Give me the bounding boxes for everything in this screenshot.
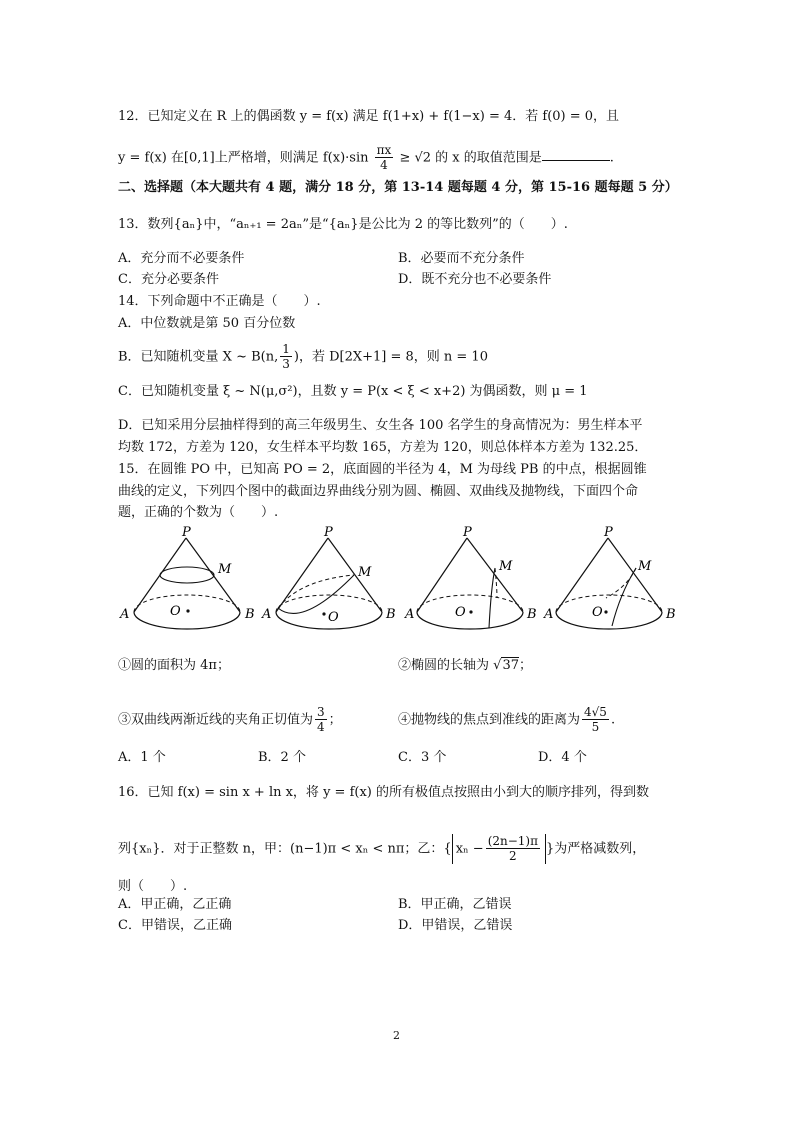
label-p: P [182,525,191,540]
base-front-arc [417,612,523,629]
q15-option-a: A．1 个 [118,750,166,765]
ellipse-front [278,575,354,613]
q15-s2-end: ； [518,658,532,673]
q13-stem: 13．数列{aₙ}中，“aₙ₊₁ = 2aₙ”是“{aₙ}是公比为 2 的等比数列”的（ ）. [118,217,568,232]
cone-figure-parabola [544,525,698,638]
q16-option-a: A．甲正确，乙正确 [118,897,232,912]
q12-end: . [609,150,614,166]
center-dot [322,612,325,615]
base-back-arc [417,595,523,612]
q15-line1: 15．在圆锥 PO 中，已知高 PO = 2，底面圆的半径为 4，M 为母线 PB 的中点，根据圆锥 [118,462,647,477]
q16-line3: 则（ ）. [118,879,188,894]
base-back-arc [556,595,662,612]
label-b: B [245,607,255,622]
label-m: M [218,562,232,577]
cone-figure-ellipse [262,525,415,638]
q14-b-frac-den: 3 [282,357,290,372]
q16-line1: 16．已知 f(x) = sin x + ln x，将 y = f(x) 的所有极值点按照由小到大的顺序排列，得到数 [118,785,649,800]
q15-option-b: B．2 个 [258,750,306,765]
q14-option-d-line2: 均数 172，方差为 120，女生样本平均数 165，方差为 120，则总体样本方差为 132.25． [118,440,648,455]
q15-s3-den: 4 [317,720,325,735]
label-o: O [455,605,466,620]
q16-text-a: 列{xₙ}．对于正整数 n，甲：(n−1)π < xₙ < nπ；乙： [118,841,444,857]
base-back-arc [134,595,240,612]
page-number: 2 [393,1029,400,1042]
q15-option-d: D．4 个 [538,750,587,765]
q15-s3-end: ； [328,712,342,728]
q16-fraction [486,834,540,864]
q15-statement-2: ②椭圆的长轴为 √37； [398,658,532,673]
label-p: P [604,525,613,540]
hyperbola-front [489,568,495,628]
q14-b-text-a: B．已知随机变量 X ~ B(n, [118,349,279,365]
label-a: A [262,607,272,622]
cone-right-edge [186,538,240,612]
center-dot [469,610,472,613]
label-o: O [170,604,181,619]
q15-s2-text: ②椭圆的长轴为 [398,658,490,673]
q15-s4-fraction [582,705,609,735]
q12-line2 [118,143,614,173]
base-front-arc [556,612,662,629]
q14-option-b [118,342,488,372]
q12-line1: 12．已知定义在 R 上的偶函数 y = f(x) 满足 f(1+x) + f(1−x) = 4．若 f(0) = 0，且 [118,109,620,124]
q15-line3: 题，正确的个数为（ ）. [118,505,279,520]
q16-frac-den: 2 [509,849,517,864]
q15-s4-text: ④抛物线的焦点到准线的距离为 [398,712,581,728]
section2-title: 二、选择题（本大题共有 4 题，满分 18 分，第 13-14 题每题 4 分，第 15-16 题每题 5 分） [118,180,678,195]
q16-option-b: B．甲正确，乙错误 [398,897,512,912]
q16-option-c: C．甲错误，乙正确 [118,918,232,933]
base-front-arc [134,612,240,629]
q16-abs-expr [452,834,546,864]
label-m: M [499,559,513,574]
q15-s3-fraction [315,705,327,735]
center-dot [186,609,189,612]
hyperbola-back [495,568,497,598]
q14-option-d-line1: D．已知采用分层抽样得到的高三年级男生、女生各 100 名学生的身高情况为：男生样本平 [118,418,643,433]
q15-statement-1: ①圆的面积为 4π； [118,658,230,673]
label-a: A [544,607,554,622]
label-b: B [666,607,676,622]
q16-line2: 列{xₙ}．对于正整数 n，甲：(n−1)π < xₙ < nπ；乙：{ xₙ − $\frac{(2n-1)\pi}{2}$ }为严格减数列， [118,834,646,864]
q12-text-b: ≥ √2 的 x 的取值范围是 [399,150,542,166]
q14-b-frac-num: 1 [282,342,290,356]
label-o: O [328,610,339,625]
label-m: M [638,559,652,574]
q12-fraction [375,143,394,173]
q14-b-fraction [280,342,292,372]
label-p: P [463,525,472,540]
label-a: A [120,607,130,622]
q15-s4-den: 5 [591,720,600,735]
center-dot [604,610,607,613]
label-o: O [592,605,603,620]
label-b: B [386,607,396,622]
cone-figure-hyperbola [405,525,555,638]
q13-option-d: D．既不充分也不必要条件 [398,272,552,287]
q14-stem: 14．下列命题中不正确是（ ）. [118,294,321,309]
q13-option-a: A．充分而不必要条件 [118,251,245,266]
q16-abs-inner: xₙ − [455,841,484,857]
q15-line2: 曲线的定义，下列四个图中的截面边界曲线分别为圆、椭圆、双曲线及抛物线，下面四个命 [118,484,639,499]
q15-s3-text: ③双曲线两渐近线的夹角正切值为 [118,712,314,728]
q15-s4-end: . [610,712,616,728]
q16-text-b: 为严格减数列， [554,841,646,857]
parabola-back [606,568,636,598]
cone-left-edge [417,538,467,612]
parabola-front [612,568,636,626]
q15-s2-root: 37 [502,658,519,673]
label-p: P [324,525,333,540]
q13-option-b: B．必要而不充分条件 [398,251,525,266]
section-circle [160,567,214,583]
cone-figure-circle [118,525,268,638]
cone-left-edge [556,538,608,612]
ellipse-back [278,575,354,608]
q16-frac-num: (2n−1)π [487,834,538,848]
q13-option-c: C．充分必要条件 [118,272,219,287]
q12-frac-den: 4 [380,158,388,173]
q15-s3-num: 3 [317,705,325,719]
cone-right-edge [328,538,382,612]
q14-b-text-b: )，若 D[2X+1] = 8，则 n = 10 [293,349,488,365]
q14-option-a: A．中位数就是第 50 百分位数 [118,316,296,331]
q14-option-c: C．已知随机变量 ξ ~ N(μ,σ²)，且数 y = P(x < ξ < x+2) 为偶函数，则 μ = 1 [118,384,588,399]
q15-s4-num: 4√5 [584,705,607,719]
cone-right-edge [467,538,523,612]
q12-text-a: y = f(x) 在[0,1]上严格增，则满足 f(x)·sin [118,150,369,166]
cone-right-edge [608,538,662,612]
q16-option-d: D．甲错误，乙错误 [398,918,513,933]
q15-option-c: C．3 个 [398,750,447,765]
q15-statement-4 [398,705,615,735]
answer-blank[interactable] [542,148,610,161]
label-a: A [405,607,415,622]
label-b: B [527,607,537,622]
q15-statement-3 [118,705,342,735]
q12-frac-num: πx [376,143,392,157]
label-m: M [358,565,372,580]
